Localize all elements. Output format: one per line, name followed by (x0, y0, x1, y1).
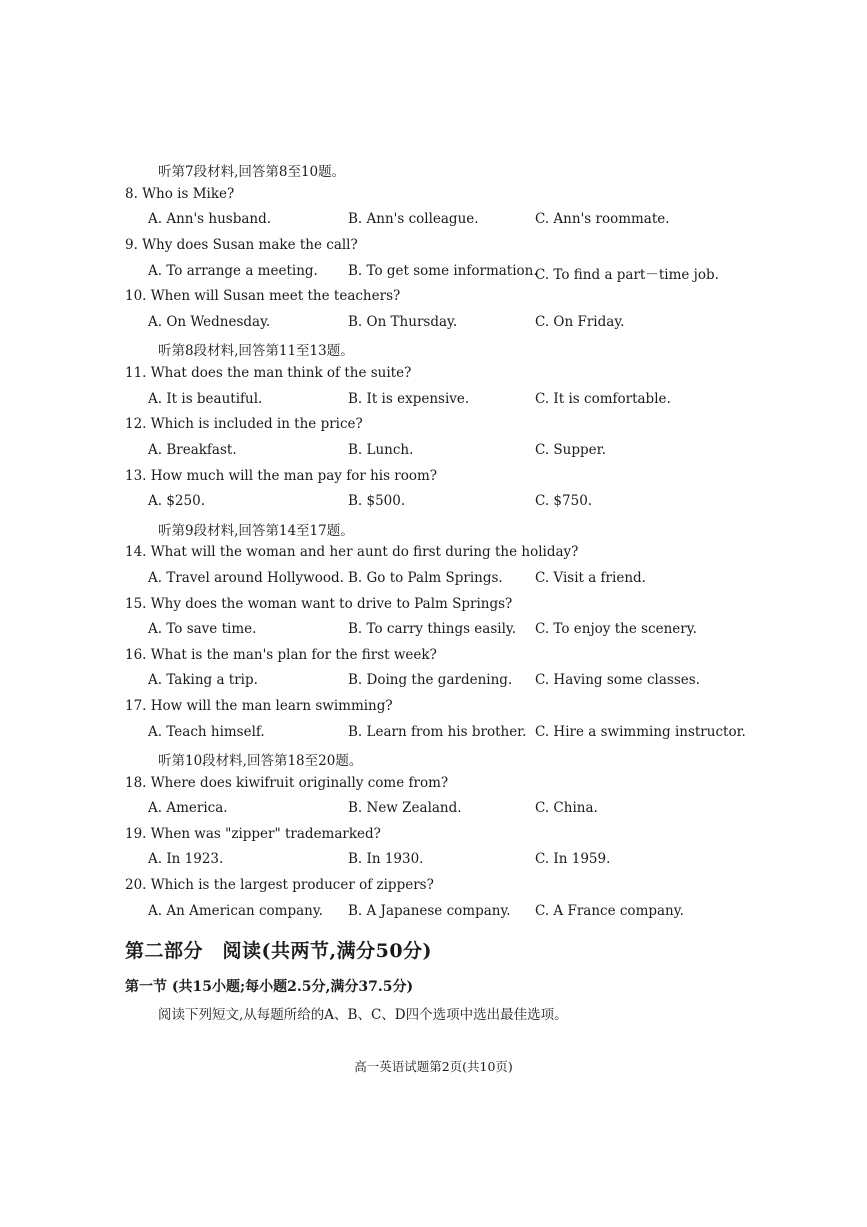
question-9: 9. Why does Susan make the call? (125, 237, 358, 253)
question-14: 14. What will the woman and her aunt do first during the holiday? (125, 544, 579, 560)
question-15-option-b: B. To carry things easily. (348, 621, 517, 637)
question-17-option-b: B. Learn from his brother. (348, 724, 527, 740)
question-18-option-c: C. China. (535, 800, 598, 816)
question-20: 20. Which is the largest producer of zippers? (125, 877, 434, 893)
question-9-option-c: C. To find a part－time job. (535, 267, 719, 283)
question-19-option-b: B. In 1930. (348, 851, 424, 867)
question-18: 18. Where does kiwifruit originally come from? (125, 775, 449, 791)
question-16-option-a: A. Taking a trip. (148, 672, 258, 688)
question-16: 16. What is the man's plan for the first week? (125, 647, 437, 663)
question-14-option-c: C. Visit a friend. (535, 570, 646, 586)
question-12: 12. Which is included in the price? (125, 416, 363, 432)
question-18-option-b: B. New Zealand. (348, 800, 462, 816)
question-15-option-c: C. To enjoy the scenery. (535, 621, 697, 637)
question-10-option-b: B. On Thursday. (348, 314, 458, 330)
question-9-option-a: A. To arrange a meeting. (148, 263, 318, 279)
question-19-option-a: A. In 1923. (148, 851, 224, 867)
question-11-option-b: B. It is expensive. (348, 391, 470, 407)
question-9-option-b: B. To get some information. (348, 263, 538, 279)
question-19: 19. When was "zipper" trademarked? (125, 826, 381, 842)
question-11-option-a: A. It is beautiful. (148, 391, 263, 407)
question-10: 10. When will Susan meet the teachers? (125, 288, 401, 304)
question-15-option-a: A. To save time. (148, 621, 257, 637)
section-one-title: 第一节 (共15小题;每小题2.5分,满分37.5分) (125, 979, 414, 995)
question-15: 15. Why does the woman want to drive to Palm Springs? (125, 596, 513, 612)
question-13: 13. How much will the man pay for his room? (125, 468, 438, 484)
question-10-option-a: A. On Wednesday. (148, 314, 271, 330)
question-11-option-c: C. It is comfortable. (535, 391, 671, 407)
question-12-option-c: C. Supper. (535, 442, 606, 458)
question-18-option-a: A. America. (148, 800, 228, 816)
question-11: 11. What does the man think of the suite? (125, 365, 412, 381)
question-14-option-a: A. Travel around Hollywood. (148, 570, 344, 586)
question-12-option-a: A. Breakfast. (148, 442, 237, 458)
page-footer: 高一英语试题第2页(共10页) (354, 1059, 513, 1074)
section-intro-8: 听第8段材料,回答第11至13题。 (158, 343, 354, 359)
question-17: 17. How will the man learn swimming? (125, 698, 393, 714)
question-8-option-b: B. Ann's colleague. (348, 211, 479, 227)
question-8: 8. Who is Mike? (125, 186, 235, 202)
question-8-option-c: C. Ann's roommate. (535, 211, 670, 227)
section-intro-9: 听第9段材料,回答第14至17题。 (158, 523, 354, 539)
reading-instruction: 阅读下列短文,从每题所给的A、B、C、D四个选项中选出最佳选项。 (158, 1007, 568, 1023)
question-12-option-b: B. Lunch. (348, 442, 414, 458)
question-16-option-c: C. Having some classes. (535, 672, 700, 688)
question-14-option-b: B. Go to Palm Springs. (348, 570, 503, 586)
question-17-option-c: C. Hire a swimming instructor. (535, 724, 746, 740)
question-20-option-c: C. A France company. (535, 903, 684, 919)
part-two-title: 第二部分 阅读(共两节,满分50分) (125, 940, 433, 962)
question-13-option-b: B. $500. (348, 493, 406, 509)
question-20-option-b: B. A Japanese company. (348, 903, 511, 919)
section-intro-7: 听第7段材料,回答第8至10题。 (158, 164, 346, 180)
question-20-option-a: A. An American company. (148, 903, 323, 919)
section-intro-10: 听第10段材料,回答第18至20题。 (158, 753, 363, 769)
question-8-option-a: A. Ann's husband. (148, 211, 272, 227)
question-17-option-a: A. Teach himself. (148, 724, 265, 740)
question-16-option-b: B. Doing the gardening. (348, 672, 513, 688)
question-13-option-a: A. $250. (148, 493, 205, 509)
question-13-option-c: C. $750. (535, 493, 593, 509)
question-10-option-c: C. On Friday. (535, 314, 625, 330)
question-19-option-c: C. In 1959. (535, 851, 611, 867)
